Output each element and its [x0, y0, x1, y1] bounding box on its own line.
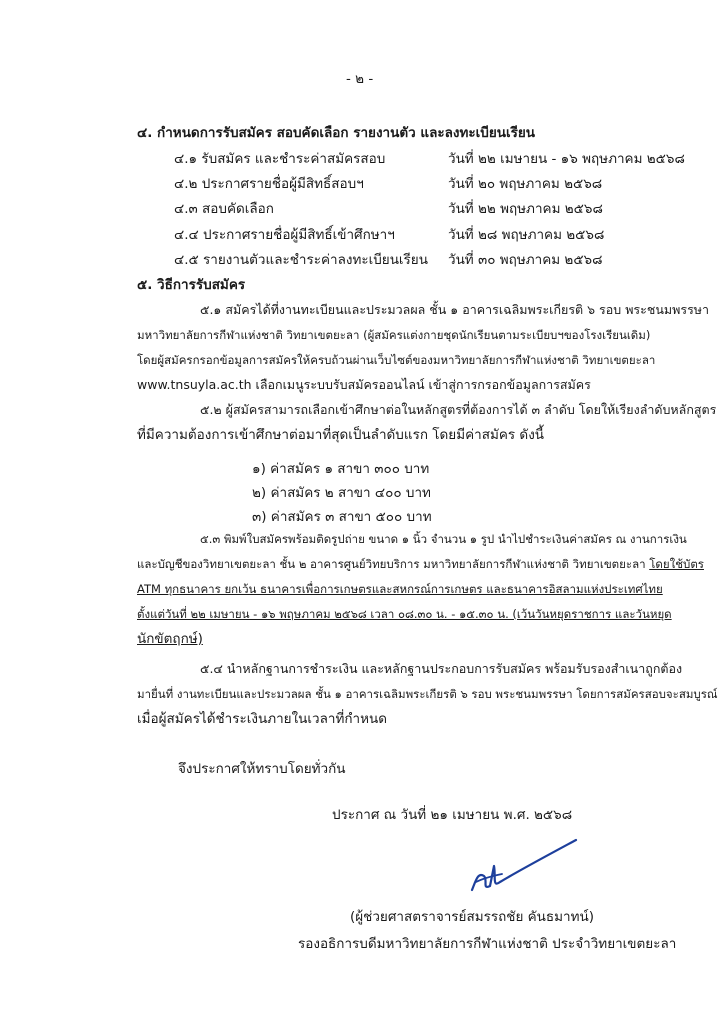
- schedule-date: วันที่ ๓๐ พฤษภาคม ๒๕๖๘: [448, 252, 603, 268]
- signer-title: รองอธิการบดีมหาวิทยาลัยการกีฬาแห่งชาติ ประจำวิทยาเขตยะลา: [298, 936, 677, 952]
- schedule-label: ๔.๔ ประกาศรายชื่อผู้มีสิทธิ์เข้าศึกษาฯ: [174, 227, 395, 243]
- section4-heading: ๔. กำหนดการรับสมัคร สอบคัดเลือก รายงานตัว และลงทะเบียนเรียน: [137, 125, 535, 141]
- schedule-label: ๔.๕ รายงานตัวและชำระค่าลงทะเบียนเรียน: [174, 252, 428, 268]
- fee-item: ๒) ค่าสมัคร ๒ สาขา ๔๐๐ บาท: [252, 485, 431, 501]
- underlined-line: ตั้งแต่วันที่ ๒๒ เมษายน - ๑๖ พฤษภาคม ๒๕๖๘ เวลา ๐๘.๓๐ น. - ๑๕.๓๐ น. (เว้นวันหยุดราชการ และวันหยุด: [137, 607, 672, 621]
- underlined-text: โดยใช้บัตร: [649, 557, 704, 571]
- schedule-label: ๔.๑ รับสมัคร และชำระค่าสมัครสอบ: [174, 151, 386, 167]
- section5-heading: ๕. วิธีการรับสมัคร: [137, 277, 246, 293]
- signature-image: [470, 836, 580, 896]
- paragraph-line: เมื่อผู้สมัครได้ชำระเงินภายในเวลาที่กำหนด: [137, 711, 387, 727]
- paragraph-line: www.tnsuyla.ac.th เลือกเมนูระบบรับสมัครออนไลน์ เข้าสู่การกรอกข้อมูลการสมัคร: [137, 377, 591, 392]
- paragraph-line: มหาวิทยาลัยการกีฬาแห่งชาติ วิทยาเขตยะลา (ผู้สมัครแต่งกายชุดนักเรียนตามระเบียบฯของโรงเรียนเดิม): [137, 328, 651, 342]
- paragraph-line: ๕.๔ นำหลักฐานการชำระเงิน และหลักฐานประกอบการรับสมัคร พร้อมรับรองสำเนาถูกต้อง: [200, 661, 683, 676]
- paragraph-line: โดยผู้สมัครกรอกข้อมูลการสมัครให้ครบถ้วนผ่านเว็บไซต์ของมหาวิทยาลัยการกีฬาแห่งชาติ วิทยาเขตยะลา: [137, 353, 656, 367]
- fee-item: ๑) ค่าสมัคร ๑ สาขา ๓๐๐ บาท: [252, 461, 430, 477]
- paragraph-line: ๕.๒ ผู้สมัครสามารถเลือกเข้าศึกษาต่อในหลักสูตรที่ต้องการได้ ๓ ลำดับ โดยให้เรียงลำดับหลักสูตร: [200, 402, 717, 417]
- paragraph-line: ๕.๑ สมัครได้ที่งานทะเบียนและประมวลผล ชั้น ๑ อาคารเฉลิมพระเกียรติ ๖ รอบ พระชนมพรรษา: [200, 302, 710, 317]
- schedule-label: ๔.๓ สอบคัดเลือก: [174, 201, 274, 217]
- announcement-date: ประกาศ ณ วันที่ ๒๑ เมษายน พ.ศ. ๒๕๖๘: [332, 807, 573, 823]
- paragraph-line: มายื่นที่ งานทะเบียนและประมวลผล ชั้น ๑ อาคารเฉลิมพระเกียรติ ๖ รอบ พระชนมพรรษา โดยการสมัครสอบจะสมบูรณ์: [137, 687, 718, 701]
- underlined-line: ATM ทุกธนาคาร ยกเว้น ธนาคารเพื่อการเกษตรและสหกรณ์การเกษตร และธนาคารอิสลามแห่งประเทศไทย: [137, 582, 663, 596]
- page-number: - ๒ -: [346, 71, 374, 87]
- paragraph-line: [137, 555, 704, 573]
- fee-item: ๓) ค่าสมัคร ๓ สาขา ๕๐๐ บาท: [252, 509, 432, 525]
- schedule-label: ๔.๒ ประกาศรายชื่อผู้มีสิทธิ์สอบฯ: [174, 176, 364, 192]
- signer-name: (ผู้ช่วยศาสตราจารย์สมรรถชัย คันธมาทน์): [350, 909, 595, 925]
- schedule-date: วันที่ ๒๘ พฤษภาคม ๒๕๖๘: [448, 227, 605, 243]
- paragraph-text: และบัญชีของวิทยาเขตยะลา ชั้น ๒ อาคารศูนย์วิทยบริการ มหาวิทยาลัยการกีฬาแห่งชาติ วิทยาเขตยะลา: [137, 557, 650, 571]
- underlined-line: นักขัตฤกษ์): [137, 631, 203, 647]
- closing-statement: จึงประกาศให้ทราบโดยทั่วกัน: [178, 761, 346, 777]
- paragraph-line: ที่มีความต้องการเข้าศึกษาต่อมาที่สุดเป็นลำดับแรก โดยมีค่าสมัคร ดังนี้: [137, 427, 545, 443]
- paragraph-line: ๕.๓ พิมพ์ใบสมัครพร้อมติดรูปถ่าย ขนาด ๑ นิ้ว จำนวน ๑ รูป นำไปชำระเงินค่าสมัคร ณ งานการเงิน: [200, 532, 687, 546]
- schedule-date: วันที่ ๒๒ พฤษภาคม ๒๕๖๘: [448, 201, 603, 217]
- schedule-date: วันที่ ๒๐ พฤษภาคม ๒๕๖๘: [448, 176, 603, 192]
- schedule-date: วันที่ ๒๒ เมษายน - ๑๖ พฤษภาคม ๒๕๖๘: [448, 151, 685, 167]
